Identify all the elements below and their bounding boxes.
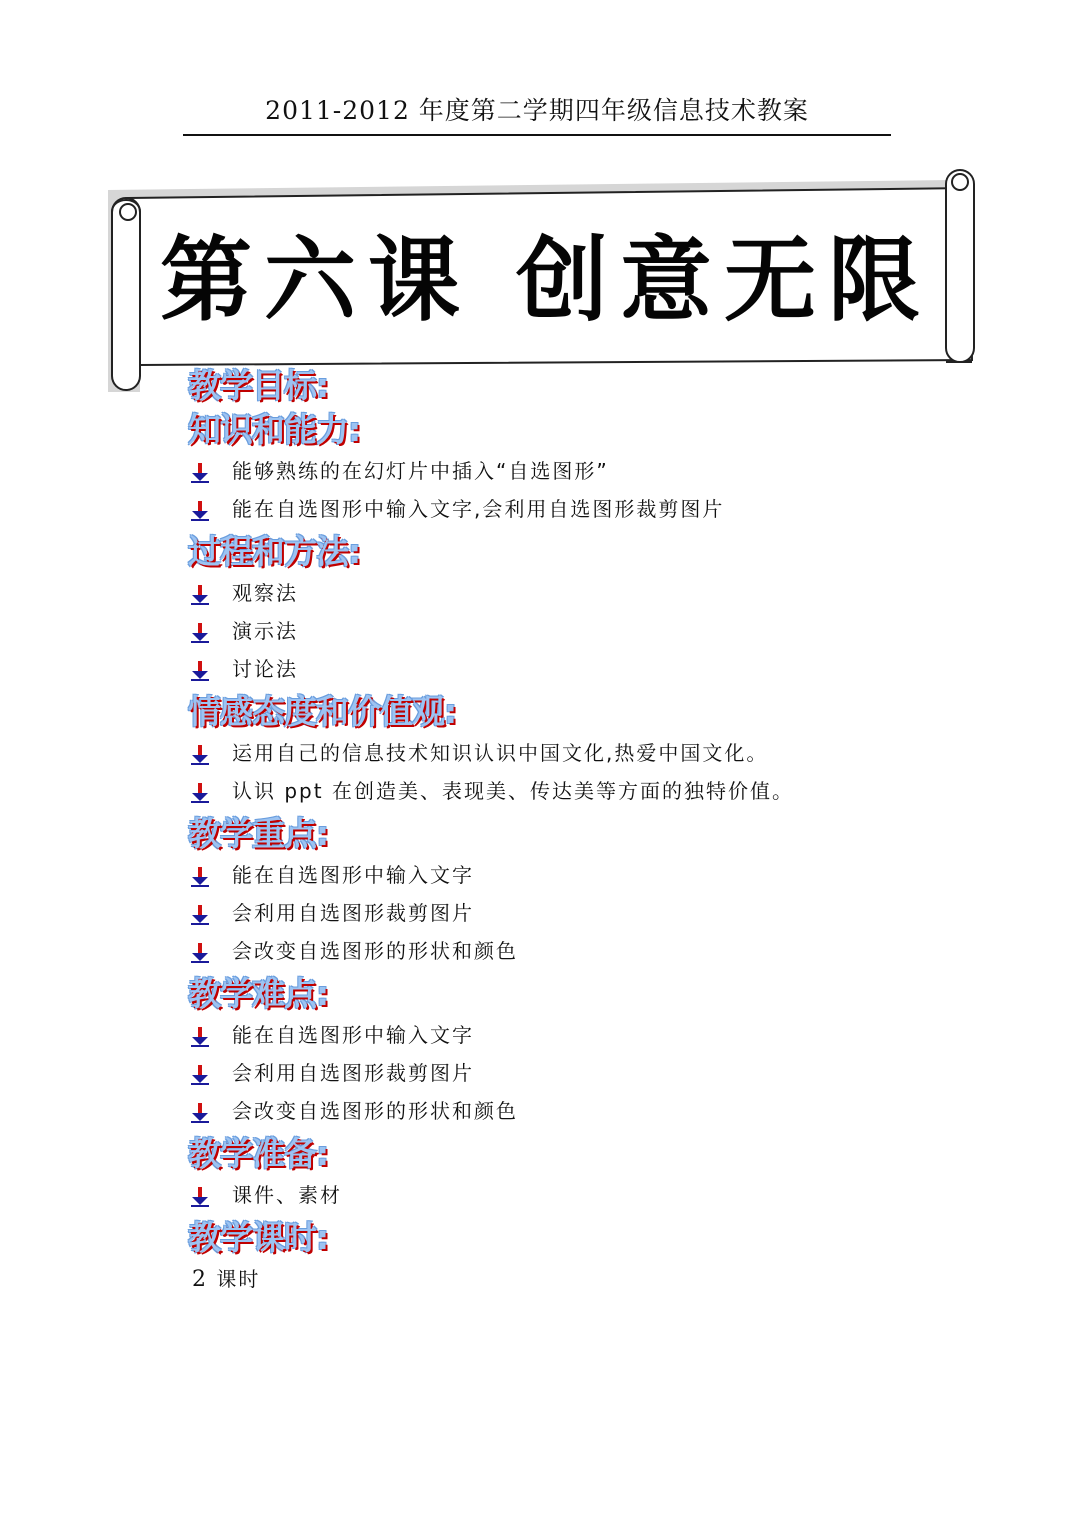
hours-unit: 课时 bbox=[216, 1267, 261, 1291]
heading-knowledge: 知识和能力: bbox=[188, 410, 361, 449]
arrow-down-bullet-icon bbox=[188, 461, 212, 485]
lesson-content bbox=[188, 362, 908, 1299]
arrow-down-bullet-icon bbox=[188, 621, 212, 645]
heading-key-points: 教学重点: bbox=[188, 814, 329, 853]
arrow-down-bullet-icon bbox=[188, 865, 212, 889]
lesson-title: 第六课 创意无限 bbox=[160, 226, 933, 334]
list-item: 观察法 bbox=[188, 574, 908, 612]
list-item: 会利用自选图形裁剪图片 bbox=[188, 894, 908, 932]
heading-goals: 教学目标: bbox=[188, 366, 329, 405]
list-item: 能在自选图形中输入文字 bbox=[188, 856, 908, 894]
heading-process: 过程和方法: bbox=[188, 532, 361, 571]
list-item: 运用自己的信息技术知识认识中国文化,热爱中国文化。 bbox=[188, 734, 908, 772]
arrow-down-bullet-icon bbox=[188, 1063, 212, 1087]
list-item: 能在自选图形中输入文字,会利用自选图形裁剪图片 bbox=[188, 490, 908, 528]
heading-difficulties: 教学难点: bbox=[188, 974, 329, 1013]
arrow-down-bullet-icon bbox=[188, 1101, 212, 1125]
arrow-down-bullet-icon bbox=[188, 781, 212, 805]
list-item: 讨论法 bbox=[188, 650, 908, 688]
heading-preparation: 教学准备: bbox=[188, 1134, 329, 1173]
page-header: 2011-2012 年度第二学期四年级信息技术教案 bbox=[183, 92, 891, 136]
arrow-down-bullet-icon bbox=[188, 743, 212, 767]
arrow-down-bullet-icon bbox=[188, 903, 212, 927]
list-item: 演示法 bbox=[188, 612, 908, 650]
hours-count: 2 bbox=[192, 1267, 208, 1292]
list-item: 会利用自选图形裁剪图片 bbox=[188, 1054, 908, 1092]
list-item: 会改变自选图形的形状和颜色 bbox=[188, 1092, 908, 1130]
heading-attitude: 情感态度和价值观: bbox=[188, 692, 457, 731]
list-item: 能在自选图形中输入文字 bbox=[188, 1016, 908, 1054]
arrow-down-bullet-icon bbox=[188, 659, 212, 683]
arrow-down-bullet-icon bbox=[188, 499, 212, 523]
arrow-down-bullet-icon bbox=[188, 583, 212, 607]
arrow-down-bullet-icon bbox=[188, 1185, 212, 1209]
heading-hours: 教学课时: bbox=[188, 1218, 329, 1257]
list-item: 会改变自选图形的形状和颜色 bbox=[188, 932, 908, 970]
list-item: 能够熟练的在幻灯片中插入“自选图形” bbox=[188, 452, 908, 490]
arrow-down-bullet-icon bbox=[188, 941, 212, 965]
list-item: 认识 ppt 在创造美、表现美、传达美等方面的独特价值。 bbox=[188, 772, 908, 810]
lesson-hours bbox=[188, 1260, 908, 1299]
list-item: 课件、素材 bbox=[188, 1176, 908, 1214]
arrow-down-bullet-icon bbox=[188, 1025, 212, 1049]
